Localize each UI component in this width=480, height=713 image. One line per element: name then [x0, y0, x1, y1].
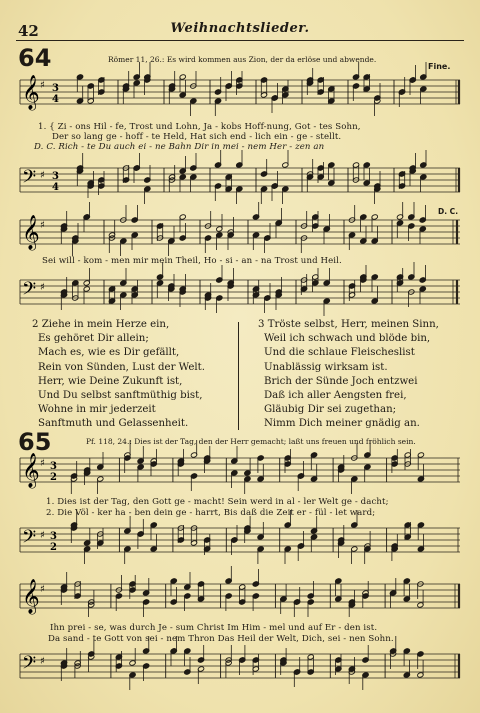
- staff-lines: [20, 220, 460, 244]
- hymn-65-scripture: Pf. 118, 24.: Dies ist der Tag, den der Herr gemacht; laßt uns freuen und fröhlich sein.: [86, 437, 416, 446]
- verse-line: Mach es, wie es Dir gefällt,: [38, 347, 180, 359]
- hymn-64-lyric-line-2: Der so lang ge - hoff - te Held, Hat sich end - lich ein - ge - stellt.: [52, 132, 342, 142]
- svg-text:3: 3: [50, 461, 57, 472]
- notes: [70, 510, 424, 564]
- running-title: Weihnachtslieder.: [170, 21, 310, 36]
- svg-text:2: 2: [50, 542, 57, 553]
- hymn-65-lyric-line-4: Da sand - te Gott von sei - nem Thron Das Heil der Welt, Dich, sei - nen Sohn.: [48, 634, 394, 644]
- verse-line: Rein von Sünden, Lust der Welt.: [38, 361, 205, 373]
- verse-line: 2 Ziehe in mein Herze ein,: [32, 319, 170, 330]
- treble-clef-icon: 𝄞: [22, 579, 40, 614]
- sharp-icon: ♯: [40, 458, 45, 469]
- svg-text:4: 4: [52, 182, 59, 193]
- page-number: 42: [18, 22, 39, 40]
- svg-text:3: 3: [52, 171, 59, 182]
- notes: [60, 636, 424, 690]
- bass-clef-icon: 𝄢: [22, 167, 37, 192]
- hymn-65-number: 65: [18, 428, 52, 456]
- hymn-65-system-2-treble-staff: [0, 576, 480, 622]
- verse-line: Es gehöret Dir allein;: [38, 333, 149, 345]
- hymn-64-lyric-line-1: 1. { Zi - ons Hil - fe, Trost und Lohn, Ja - kobs Hoff-nung, Got - tes Sohn,: [38, 122, 361, 132]
- staff-lines: [20, 280, 460, 304]
- notes: [76, 62, 426, 116]
- sharp-icon: ♯: [40, 170, 45, 181]
- hymn-65-system-2-bass-staff: [0, 646, 480, 692]
- verse-line: Nimm Dich meiner gnädig an.: [264, 418, 420, 430]
- hymn-65-system-1-treble-staff: [0, 450, 480, 496]
- bass-clef-icon: 𝄢: [22, 279, 37, 304]
- verse-line: Und Du selbst sanftmüthig bist,: [38, 390, 203, 402]
- hymn-64-number: 64: [18, 44, 52, 72]
- da-capo-marking: D. C.: [438, 207, 459, 216]
- svg-text:2: 2: [50, 472, 57, 483]
- hymn-64-lyric-line-3: D. C. Rich - te Du auch ei - ne Bahn Dir in mei - nem Her - zen an: [34, 142, 325, 152]
- sharp-icon: ♯: [40, 80, 45, 91]
- verse-line: Unablässig wirksam ist.: [264, 361, 388, 373]
- hymn-64-lyric-line-4: Sei will - kom - men mir mein Theil, Ho - si - an - na Trost und Heil.: [42, 256, 342, 266]
- fine-marking: Fine.: [428, 62, 451, 71]
- sharp-icon: ♯: [40, 220, 45, 231]
- svg-text:3: 3: [52, 83, 59, 94]
- hymn-64-scripture: Römer 11, 26.: Es wird kommen aus Zion, der da erlöse und abwende.: [108, 55, 377, 64]
- verse-line: Sanftmuth und Gelassenheit.: [38, 418, 189, 430]
- hymn-65-lyric-line-2: 2. Die Völ - ker ha - ben dein ge - harrt, Bis daß die Zeit er - fül - let ward;: [46, 508, 376, 518]
- hymn-64-system-1-bass-staff: [0, 162, 480, 208]
- notes: [76, 150, 426, 204]
- treble-clef-icon: 𝄞: [22, 453, 40, 488]
- sharp-icon: ♯: [40, 584, 45, 595]
- svg-text:3: 3: [50, 531, 57, 542]
- hymn-64-system-1-treble-staff: [0, 74, 480, 120]
- verse-line: Und die schlaue Fleischeslist: [264, 347, 415, 359]
- hymn-65-system-1-bass-staff: [0, 520, 480, 566]
- verse-line: Gläubig Dir sei zugethan;: [264, 404, 397, 416]
- verse-column-divider: [238, 322, 239, 430]
- verse-3: [258, 318, 439, 432]
- treble-clef-icon: 𝄞: [22, 215, 40, 250]
- verse-line: 3 Tröste selbst, Herr, meinen Sinn,: [258, 319, 439, 330]
- bass-clef-icon: 𝄢: [22, 653, 37, 678]
- verse-line: Weil ich schwach und blöde bin,: [264, 333, 431, 345]
- verse-line: Wohne in mir jederzeit: [38, 404, 156, 416]
- header-rule: [16, 40, 464, 41]
- verse-line: Brich der Sünde Joch entzwei: [264, 375, 418, 387]
- hymn-64-system-2-bass-staff: [0, 274, 480, 320]
- hymn-65-lyric-line-1: 1. Dies ist der Tag, den Gott ge - macht! Sein werd in al - ler Welt ge - dacht;: [46, 497, 389, 507]
- notes: [60, 566, 424, 617]
- treble-clef-icon: 𝄞: [22, 75, 40, 110]
- verse-line: Daß ich aller Aengsten frei,: [264, 390, 407, 402]
- notes: [60, 202, 426, 256]
- hymn-64-system-2-treble-staff: [0, 214, 480, 260]
- sharp-icon: ♯: [40, 530, 45, 541]
- sharp-icon: ♯: [40, 656, 45, 667]
- verse-2: [32, 318, 205, 432]
- sharp-icon: ♯: [40, 282, 45, 293]
- hymn-65-lyric-line-3: Ihn prei - se, was durch Je - sum Christ Im Him - mel und auf Er - den ist.: [50, 623, 378, 633]
- notes: [70, 440, 424, 494]
- staff-lines: [20, 654, 460, 678]
- notes: [60, 262, 426, 316]
- verse-line: Herr, wie Deine Zukunft ist,: [38, 375, 183, 387]
- bass-clef-icon: 𝄢: [22, 527, 37, 552]
- svg-text:4: 4: [52, 94, 59, 105]
